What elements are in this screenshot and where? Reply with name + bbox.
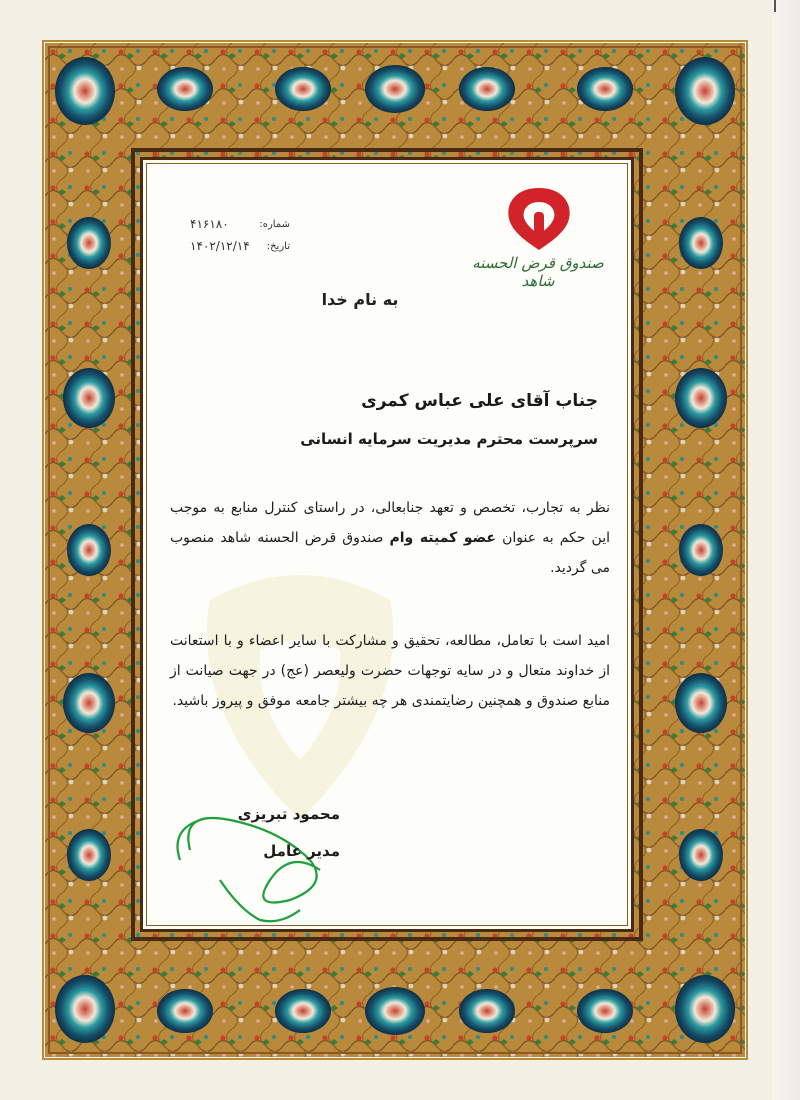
- organization-name: صندوق قرض الحسنه شاهد: [472, 254, 604, 290]
- number-value: ۴۱۶۱۸۰: [190, 217, 229, 231]
- date-value: ۱۴۰۲/۱۲/۱۴: [190, 239, 250, 253]
- number-label: شماره:: [259, 218, 290, 230]
- letter-meta: [190, 213, 290, 257]
- scan-edge: [772, 0, 800, 1100]
- scan-mark: [774, 0, 776, 12]
- para1-after: صندوق قرض الحسنه شاهد منصوب می گردید.: [170, 530, 610, 576]
- appointment-paragraph: [170, 493, 610, 583]
- signatory-title: مدیر عامل: [263, 842, 340, 860]
- signatory-name: محمود تبریزی: [237, 805, 340, 823]
- recipient-position: سرپرست محترم مدیریت سرمایه انسانی: [300, 430, 598, 448]
- basmala-heading: به نام خدا: [321, 290, 399, 309]
- date-label: تاریخ:: [266, 240, 290, 252]
- recipient-name: جناب آقای علی عباس کمری: [361, 391, 598, 411]
- committee-role: عضو کمیته وام: [389, 530, 496, 546]
- wishes-paragraph: امید است با تعامل، مطالعه، تحقیق و مشارکت با سایر اعضاء و با استعانت از خداوند متعال و در سایه توجهات حضرت ولیعصر (عج) در جهت صیانت از منابع صندوق و همچنین رضایتمندی هر چه بیشتر جامعه موفق و پیروز باشید.: [170, 633, 610, 709]
- para1-before: نظر به تجارب، تخصص و تعهد جنابعالی، در راستای کنترل منابع به موجب این حکم به عنوان: [170, 500, 611, 546]
